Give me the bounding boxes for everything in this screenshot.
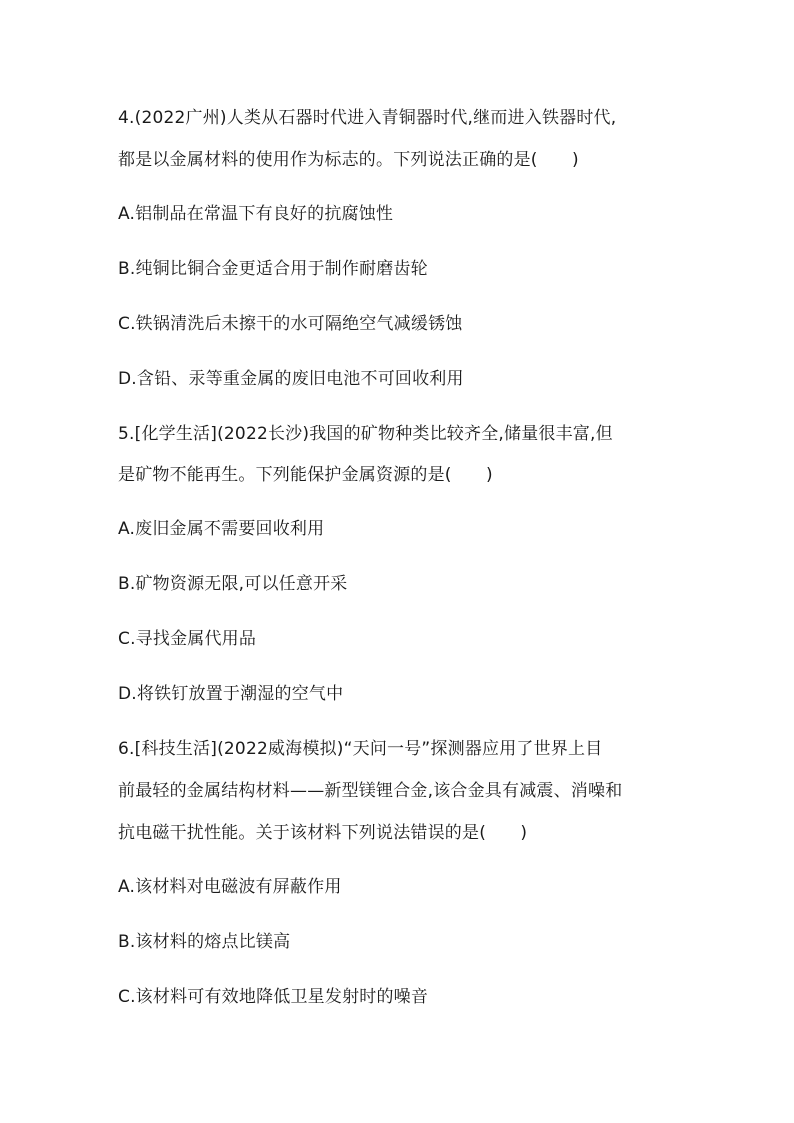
- question-4-option-c: C.铁锅清洗后未擦干的水可隔绝空气减缓锈蚀: [118, 314, 463, 334]
- question-6-option-b: B.该材料的熔点比镁高: [118, 932, 291, 952]
- question-4-option-d: D.含铅、汞等重金属的废旧电池不可回收利用: [118, 369, 464, 389]
- question-5-stem-line-2: 是矿物不能再生。下列能保护金属资源的是( ): [118, 465, 493, 485]
- question-4-option-a: A.铝制品在常温下有良好的抗腐蚀性: [118, 204, 394, 224]
- question-6-option-a: A.该材料对电磁波有屏蔽作用: [118, 877, 342, 897]
- question-5-option-a: A.废旧金属不需要回收利用: [118, 519, 325, 539]
- question-4-stem-line-2: 都是以金属材料的使用作为标志的。下列说法正确的是( ): [118, 150, 579, 170]
- question-5-option-d: D.将铁钉放置于潮湿的空气中: [118, 684, 344, 704]
- question-6-stem-line-2: 前最轻的金属结构材料——新型镁锂合金,该合金具有减震、消噪和: [118, 781, 623, 801]
- question-6-stem-line-1: 6.[科技生活](2022威海模拟)“天问一号”探测器应用了世界上目: [118, 739, 603, 759]
- question-5-option-c: C.寻找金属代用品: [118, 629, 257, 649]
- question-6-option-c: C.该材料可有效地降低卫星发射时的噪音: [118, 987, 429, 1007]
- question-5-option-b: B.矿物资源无限,可以任意开采: [118, 574, 348, 594]
- question-4-stem-line-1: 4.(2022广州)人类从石器时代进入青铜器时代,继而进入铁器时代,: [118, 108, 617, 128]
- question-6-stem-line-3: 抗电磁干扰性能。关于该材料下列说法错误的是( ): [118, 823, 528, 843]
- question-5-stem-line-1: 5.[化学生活](2022长沙)我国的矿物种类比较齐全,储量很丰富,但: [118, 424, 613, 444]
- question-4-option-b: B.纯铜比铜合金更适合用于制作耐磨齿轮: [118, 259, 428, 279]
